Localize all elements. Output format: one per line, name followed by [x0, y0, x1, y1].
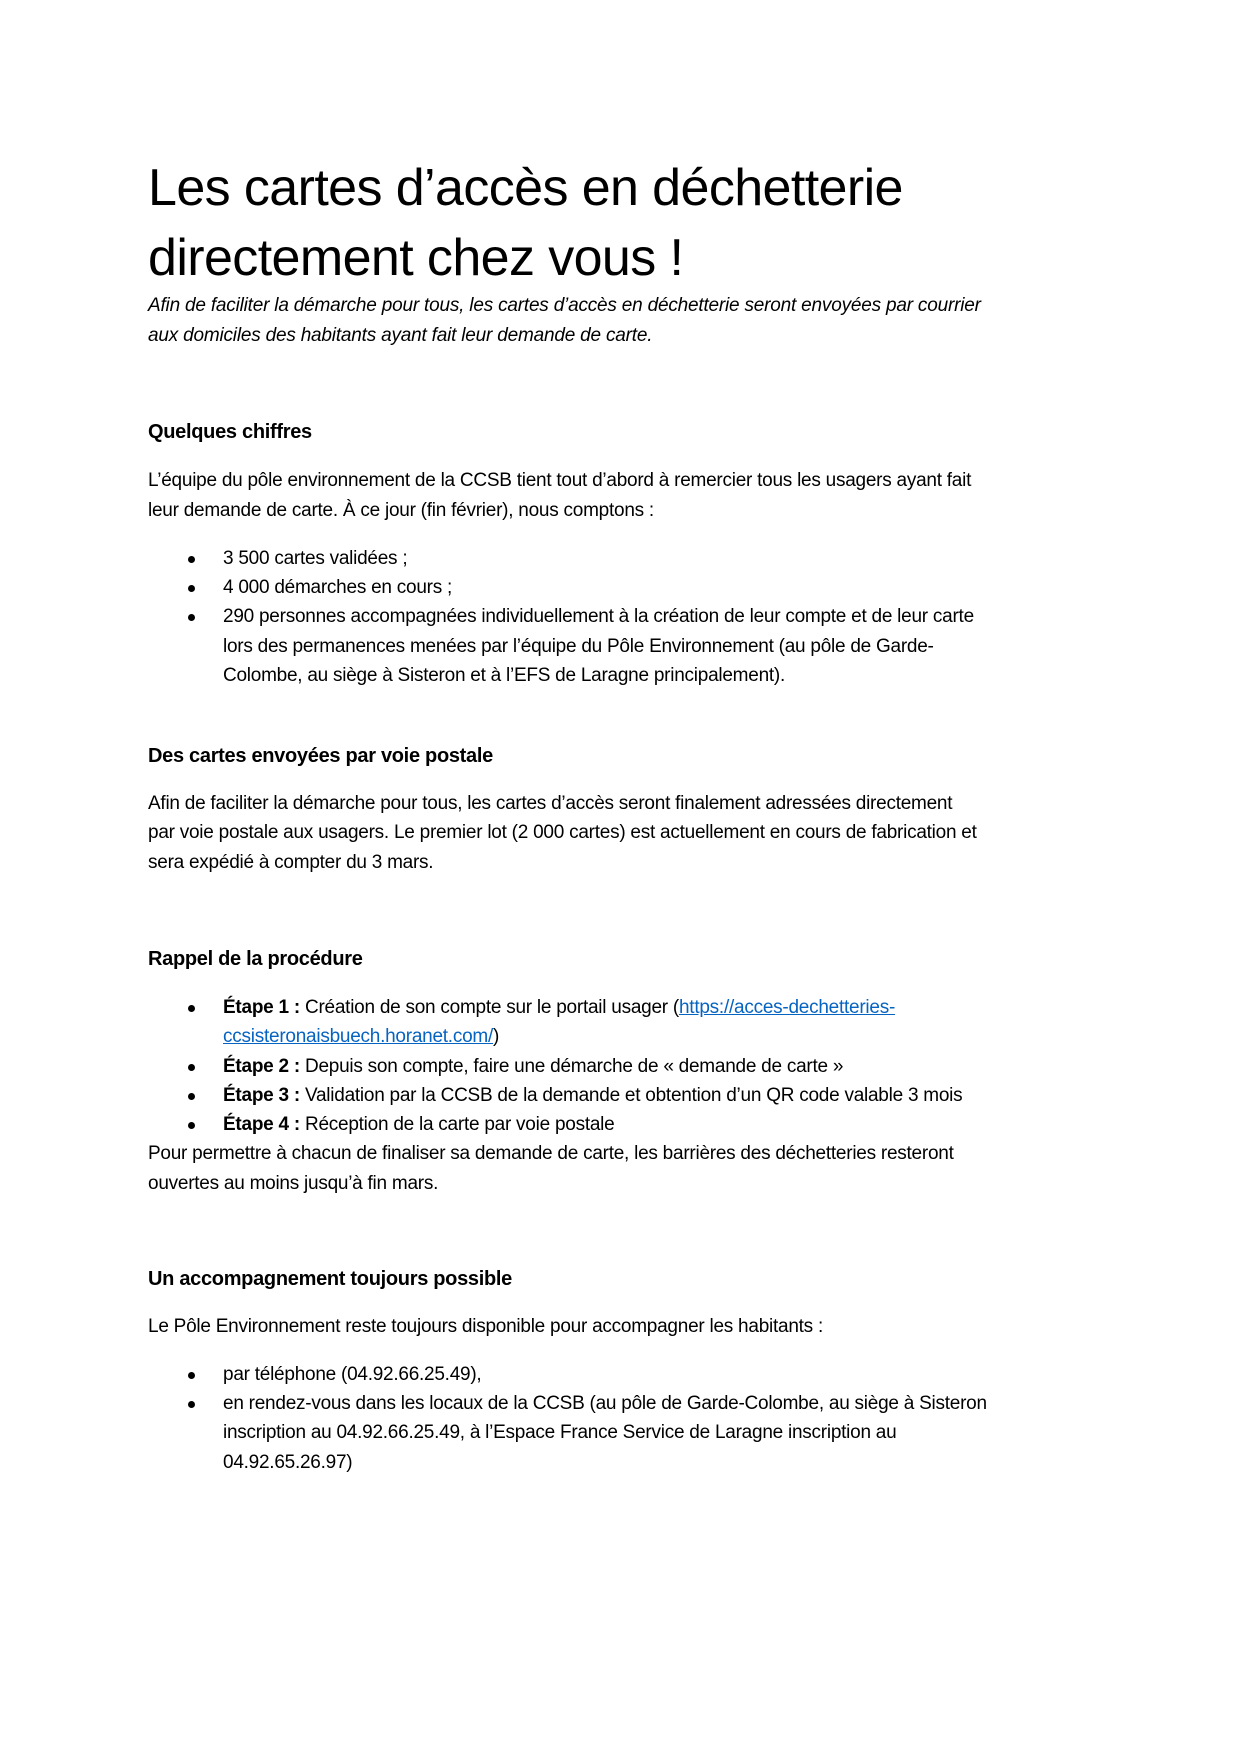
list-item-text: 4 000 démarches en cours ; [223, 577, 453, 598]
list-item-text: en rendez-vous dans les locaux de la CCSB (au pôle de Garde-Colombe, au siège à Sisteron [223, 1393, 987, 1414]
bullet-icon [188, 1093, 195, 1100]
postale-line-3: sera expédié à compter du 3 mars. [148, 852, 434, 873]
list-item-text: inscription au 04.92.66.25.49, à l’Espace France Service de Laragne inscription au [223, 1422, 897, 1443]
page-title-line-1: Les cartes d’accès en déchetterie [148, 159, 903, 217]
chiffres-intro-line-1: L’équipe du pôle environnement de la CCSB tient tout d’abord à remercier tous les usagers ayant fait [148, 470, 972, 491]
step-text-close-paren: ) [493, 1026, 500, 1047]
section-heading-postale: Des cartes envoyées par voie postale [148, 745, 493, 767]
step-text: Depuis son compte, faire une démarche de « demande de carte » [299, 1056, 844, 1077]
list-item-text: par téléphone (04.92.66.25.49), [223, 1364, 482, 1385]
list-item-text: 290 personnes accompagnées individuellement à la création de leur compte et de leur carte [223, 606, 974, 627]
subtitle-line-1: Afin de faciliter la démarche pour tous, les cartes d’accès en déchetterie seront envoyées par courrier [148, 295, 981, 316]
step-label: Étape 3 : [223, 1085, 300, 1106]
subtitle-line-2: aux domiciles des habitants ayant fait leur demande de carte. [148, 325, 653, 346]
step-label: Étape 4 : [223, 1114, 300, 1135]
section-heading-procedure: Rappel de la procédure [148, 948, 363, 970]
step-label: Étape 2 : [223, 1056, 300, 1077]
page-title-line-2: directement chez vous ! [148, 229, 684, 287]
bullet-icon [188, 585, 195, 592]
chiffres-intro-line-2: leur demande de carte. À ce jour (fin février), nous comptons : [148, 500, 654, 521]
postale-line-2: par voie postale aux usagers. Le premier lot (2 000 cartes) est actuellement en cours de fabrication et [148, 822, 977, 843]
list-item-text: 3 500 cartes validées ; [223, 548, 408, 569]
bullet-icon [188, 1401, 195, 1408]
accompagnement-intro: Le Pôle Environnement reste toujours disponible pour accompagner les habitants : [148, 1316, 823, 1337]
procedure-outro-line-2: ouvertes au moins jusqu’à fin mars. [148, 1173, 439, 1194]
section-heading-accompagnement: Un accompagnement toujours possible [148, 1268, 513, 1290]
postale-line-1: Afin de faciliter la démarche pour tous, les cartes d’accès seront finalement adressées directement [148, 793, 953, 814]
bullet-icon [188, 1005, 195, 1012]
step-text: Validation par la CCSB de la demande et obtention d’un QR code valable 3 mois [299, 1085, 963, 1106]
bullet-icon [188, 1122, 195, 1129]
procedure-outro-line-1: Pour permettre à chacun de finaliser sa demande de carte, les barrières des déchetteries resteront [148, 1143, 954, 1164]
list-item-text: lors des permanences menées par l’équipe du Pôle Environnement (au pôle de Garde- [223, 636, 934, 657]
bullet-icon [188, 614, 195, 621]
step-text: Création de son compte sur le portail usager ( [299, 997, 679, 1018]
list-item-text: 04.92.65.26.97) [223, 1452, 353, 1473]
step-label: Étape 1 : [223, 997, 300, 1018]
section-heading-chiffres: Quelques chiffres [148, 421, 312, 443]
portal-link[interactable]: https://acces-dechetteries- [678, 997, 896, 1018]
step-text: Réception de la carte par voie postale [299, 1114, 615, 1135]
portal-link-continuation[interactable]: ccsisteronaisbuech.horanet.com/ [223, 1026, 494, 1047]
list-item-text: Colombe, au siège à Sisteron et à l’EFS de Laragne principalement). [223, 665, 786, 686]
bullet-icon [188, 1064, 195, 1071]
bullet-icon [188, 556, 195, 563]
bullet-icon [188, 1372, 195, 1379]
